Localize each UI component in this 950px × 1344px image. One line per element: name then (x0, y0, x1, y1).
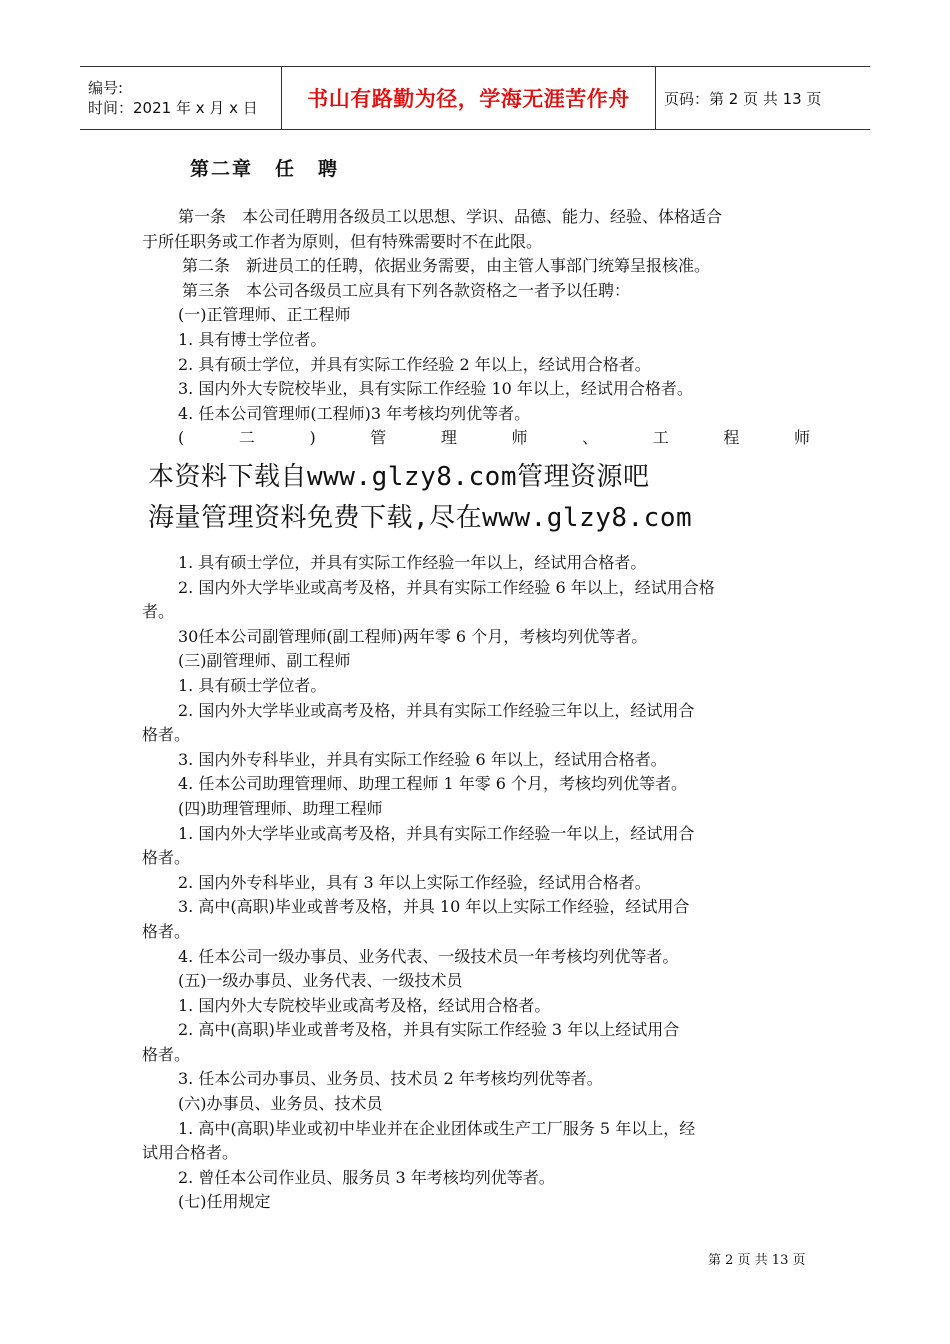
chapter-number: 第二章 (190, 158, 254, 180)
list-item-continuation: 格者。 (142, 1044, 191, 1064)
spread-char: 程 (723, 428, 740, 448)
list-item: 1. 具有博士学位者。 (178, 329, 327, 349)
spread-char: 、 (582, 428, 599, 448)
article-1-line-1: 第一条 本公司任聘用各级员工以思想、学识、品德、能力、经验、体格适合 (178, 207, 723, 226)
section-heading-3: (三)副管理师、副工程师 (178, 651, 351, 671)
section-heading-7: (七)任用规定 (178, 1192, 271, 1212)
header-motto: 书山有路勤为径，学海无涯苦作舟 (307, 87, 630, 111)
spread-char: 师 (511, 428, 528, 448)
list-item-continuation: 试用合格者。 (142, 1143, 239, 1163)
list-item-continuation: 格者。 (142, 921, 191, 941)
list-item: 1. 国内外大学毕业或高考及格，并具有实际工作经验一年以上，经试用合 (178, 823, 695, 843)
watermark-line-1: 本资料下载自www.glzy8.com管理资源吧 (148, 462, 650, 492)
list-item: 4. 任本公司一级办事员、业务代表、一级技术员一年考核均列优等者。 (178, 946, 679, 966)
list-item: 1. 具有硕士学位者。 (178, 675, 327, 695)
spread-char: 理 (440, 428, 457, 448)
list-item: 2. 具有硕士学位，并具有实际工作经验 2 年以上，经试用合格者。 (178, 354, 651, 374)
list-item: 1. 国内外大专院校毕业或高考及格，经试用合格者。 (178, 995, 551, 1015)
list-item: 2. 高中(高职)毕业或普考及格，并具有实际工作经验 3 年以上经试用合 (178, 1020, 680, 1040)
list-item: 2. 国内外大学毕业或高考及格，并具有实际工作经验 6 年以上，经试用合格 (178, 577, 715, 597)
spread-char: ( (178, 428, 185, 448)
list-item: 3. 国内外专科毕业，并具有实际工作经验 6 年以上，经试用合格者。 (178, 749, 667, 769)
spread-char: 管 (370, 428, 387, 448)
header-page-number: 页码：第 2 页 共 13 页 (664, 89, 822, 108)
list-item-continuation: 格者。 (142, 848, 191, 868)
list-item: 2. 国内外大学毕业或高考及格，并具有实际工作经验三年以上，经试用合 (178, 700, 695, 720)
chapter-title (190, 154, 339, 181)
list-item: 3. 国内外大专院校毕业，具有实际工作经验 10 年以上，经试用合格者。 (178, 379, 693, 399)
list-item: 1. 高中(高职)毕业或初中毕业并在企业团体或生产工厂服务 5 年以上，经 (178, 1118, 696, 1138)
page-header (80, 66, 870, 130)
list-item: 30任本公司副管理师(副工程师)两年零 6 个月，考核均列优等者。 (178, 626, 648, 646)
section-heading-1: (一)正管理师、正工程师 (178, 305, 351, 325)
watermark-line-2: 海量管理资料免费下载,尽在www.glzy8.com (148, 503, 693, 533)
header-page-cell (656, 67, 870, 129)
chapter-title-char-1: 任 (275, 158, 297, 180)
list-item: 2. 国内外专科毕业，具有 3 年以上实际工作经验，经试用合格者。 (178, 872, 651, 892)
spread-char: 工 (652, 428, 669, 448)
document-body-continued (142, 551, 810, 1215)
spread-char: 师 (793, 428, 810, 448)
section-heading-5: (五)一级办事员、业务代表、一级技术员 (178, 971, 463, 991)
article-2: 第二条 新进员工的任聘，依据业务需要，由主管人事部门统筹呈报核准。 (182, 256, 711, 276)
article-1-line-2: 于所任职务或工作者为原则，但有特殊需要时不在此限。 (142, 231, 543, 251)
chapter-title-char-2: 聘 (318, 158, 340, 180)
list-item: 4. 任本公司管理师(工程师)3 年考核均列优等者。 (178, 403, 531, 423)
section-heading-6: (六)办事员、业务员、技术员 (178, 1094, 383, 1114)
header-motto-cell (282, 67, 656, 129)
list-item: 2. 曾任本公司作业员、服务员 3 年考核均列优等者。 (178, 1167, 555, 1187)
section-heading-4: (四)助理管理师、助理工程师 (178, 798, 383, 818)
list-item: 4. 任本公司助理管理师、助理工程师 1 年零 6 个月，考核均列优等者。 (178, 774, 688, 794)
document-date: 时间：2021 年 x 月 x 日 (88, 99, 258, 117)
document-number: 编号: (88, 79, 124, 97)
page-footer: 第 2 页 共 13 页 (708, 1253, 806, 1268)
header-left-cell (80, 67, 282, 129)
list-item-continuation: 格者。 (142, 725, 191, 745)
list-item-continuation: 者。 (142, 602, 175, 622)
list-item: 3. 高中(高职)毕业或普考及格，并具 10 年以上实际工作经验，经试用合 (178, 897, 690, 917)
document-body (142, 205, 810, 451)
section-heading-2-spread (142, 426, 810, 451)
spread-char: 二 (238, 428, 255, 448)
article-3: 第三条 本公司各级员工应具有下列各款资格之一者予以任聘： (182, 280, 631, 300)
list-item: 3. 任本公司办事员、业务员、技术员 2 年考核均列优等者。 (178, 1069, 603, 1089)
list-item: 1. 具有硕士学位，并具有实际工作经验一年以上，经试用合格者。 (178, 553, 647, 572)
spread-char: ) (309, 428, 316, 448)
